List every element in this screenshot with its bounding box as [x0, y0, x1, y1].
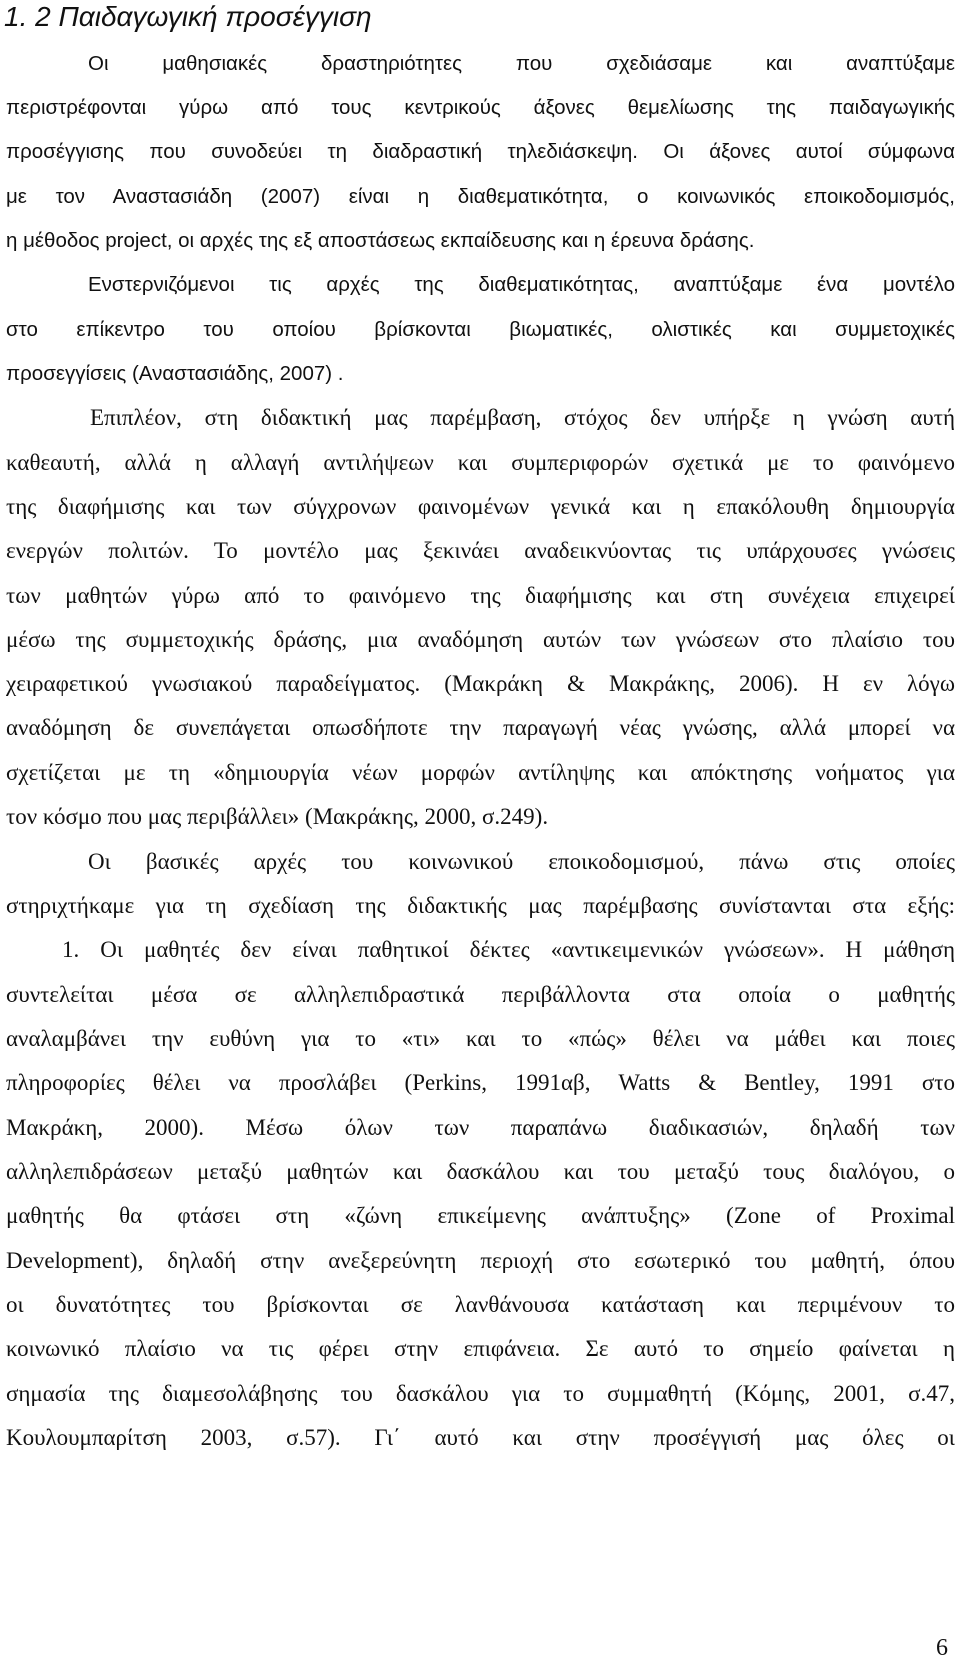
text-line: τον κόσμο που μας περιβάλλει» (Μακράκης, 2000, σ.249).: [6, 804, 549, 829]
text-line: μαθητής θα φτάσει στη «ζώνη επικείμενης ανάπτυξης» (Zone of Proximal: [6, 1203, 955, 1228]
text-line: της διαφήμισης και των σύγχρονων φαινομένων γενικά και η επακόλουθη δημιουργία: [6, 494, 955, 519]
text-line: σημασία της διαμεσολάβησης του δασκάλου για το συμμαθητή (Κόμης, 2001, σ.47,: [6, 1381, 955, 1406]
text-line: πληροφορίες θέλει να προσλάβει (Perkins, 1991αβ, Watts & Bentley, 1991 στο: [6, 1070, 955, 1095]
text-line: Επιπλέον, στη διδακτική μας παρέμβαση, στόχος δεν υπήρξε η γνώση αυτή: [90, 405, 955, 430]
text-line: στηριχτήκαμε για τη σχεδίαση της διδακτικής μας παρέμβασης συνίστανται στα εξής:: [6, 893, 955, 918]
text-line: σχετίζεται με τη «δημιουργία νέων μορφών αντίληψης και απόκτησης νοήματος για: [6, 760, 955, 785]
text-line: οι δυνατότητες του βρίσκονται σε λανθάνουσα κατάσταση και περιμένουν το: [6, 1292, 955, 1317]
text-line: καθεαυτή, αλλά η αλλαγή αντιλήψεων και συμπεριφορών σχετικά με το φαινόμενο: [6, 450, 955, 475]
text-line: προσέγγισης που συνοδεύει τη διαδραστική τηλεδιάσκεψη. Οι άξονες αυτοί σύμφωνα: [6, 140, 955, 163]
text-line: αναλαμβάνει την ευθύνη για το «τι» και το «πώς» θέλει να μάθει και ποιες: [6, 1026, 955, 1051]
text-line: στο επίκεντρο του οποίου βρίσκονται βιωματικές, ολιστικές και συμμετοχικές: [6, 318, 955, 341]
text-line: Ενστερνιζόμενοι τις αρχές της διαθεματικότητας, αναπτύξαμε ένα μοντέλο: [88, 273, 955, 296]
text-line: χειραφετικού γνωσιακού παραδείγματος. (Μακράκη & Μακράκης, 2006). Η εν λόγω: [6, 671, 955, 696]
text-line: αναδόμηση δε συνεπάγεται οπωσδήποτε την παραγωγή νέας γνώσης, αλλά μπορεί να: [6, 715, 955, 740]
list-item-line: 1. Οι μαθητές δεν είναι παθητικοί δέκτες «αντικειμενικών γνώσεων». Η μάθηση: [62, 937, 955, 962]
text-line: Development), δηλαδή στην ανεξερεύνητη περιοχή στο εσωτερικό του μαθητή, όπου: [6, 1248, 955, 1273]
text-line: μέσω της συμμετοχικής δράσης, μια αναδόμηση αυτών των γνώσεων στο πλαίσιο του: [6, 627, 955, 652]
text-line: Οι βασικές αρχές του κοινωνικού εποικοδομισμού, πάνω στις οποίες: [88, 849, 955, 874]
text-line: αλληλεπιδράσεων μεταξύ μαθητών και δασκάλου και του μεταξύ τους διαλόγου, ο: [6, 1159, 955, 1184]
text-line: ενεργών πολιτών. Το μοντέλο μας ξεκινάει αναδεικνύοντας τις υπάρχουσες γνώσεις: [6, 538, 955, 563]
text-line: προσεγγίσεις (Αναστασιάδης, 2007) .: [6, 362, 344, 385]
text-line: με τον Αναστασιάδη (2007) είναι η διαθεματικότητα, ο κοινωνικός εποικοδομισμός,: [6, 185, 955, 208]
text-line: συντελείται μέσα σε αλληλεπιδραστικά περιβάλλοντα στα οποία ο μαθητής: [6, 982, 955, 1007]
text-line: Κουλουμπαρίτση 2003, σ.57). Γι΄ αυτό και στην προσέγγισή μας όλες οι: [6, 1425, 955, 1450]
text-line: περιστρέφονται γύρω από τους κεντρικούς άξονες θεμελίωσης της παιδαγωγικής: [6, 96, 955, 119]
text-line: των μαθητών γύρω από το φαινόμενο της διαφήμισης και στη συνέχεια επιχειρεί: [6, 583, 955, 608]
page-number: 6: [936, 1635, 948, 1661]
text-line: κοινωνικό πλαίσιο να τις φέρει στην επιφάνεια. Σε αυτό το σημείο φαίνεται η: [6, 1336, 955, 1361]
section-heading: 1. 2 Παιδαγωγική προσέγγιση: [4, 1, 372, 32]
text-line: η μέθοδος project, οι αρχές της εξ αποστάσεως εκπαίδευσης και η έρευνα δράσης.: [6, 229, 755, 252]
text-line: Οι μαθησιακές δραστηριότητες που σχεδιάσαμε και αναπτύξαμε: [88, 52, 955, 75]
text-line: Μακράκη, 2000). Μέσω όλων των παραπάνω διαδικασιών, δηλαδή των: [6, 1115, 955, 1140]
